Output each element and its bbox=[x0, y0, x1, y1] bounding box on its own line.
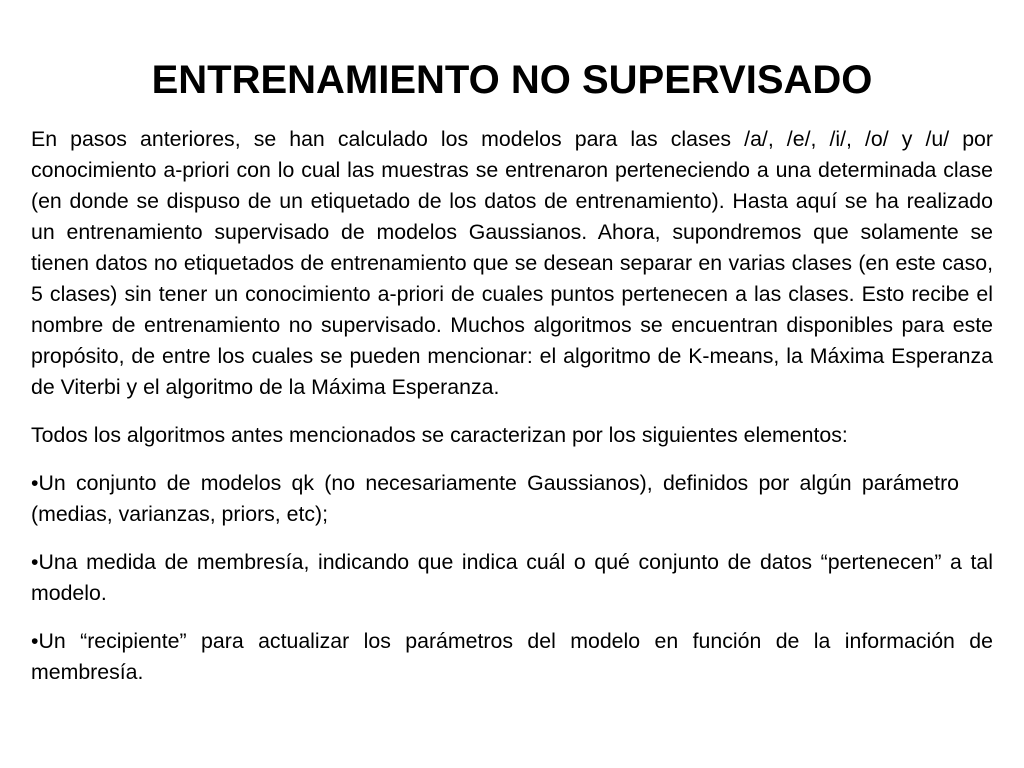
bullet-models-text: •Un conjunto de modelos qk (no necesariamente Gaussianos), definidos por algún parámetro bbox=[31, 471, 959, 495]
bullet-models-params: (medias, varianzas, priors, etc); bbox=[31, 502, 329, 526]
elements-intro-paragraph: Todos los algoritmos antes mencionados se caracterizan por los siguientes elementos: bbox=[31, 423, 848, 447]
bullet-item-membership: •Una medida de membresía, indicando que indica cuál o qué conjunto de datos “pertenecen” a tal modelo. bbox=[31, 550, 993, 605]
slide-title: ENTRENAMIENTO NO SUPERVISADO bbox=[151, 58, 873, 102]
bullet-item-container: •Un “recipiente” para actualizar los parámetros del modelo en función de la información de membresía. bbox=[31, 629, 993, 684]
slide-body bbox=[31, 124, 993, 688]
bullet-item-models bbox=[31, 468, 993, 530]
intro-paragraph: En pasos anteriores, se han calculado los modelos para las clases /a/, /e/, /i/, /o/ y /u/ por conocimiento a-priori con lo cual las muestras se entrenaron perteneciendo a una determinada clase (en donde se dispuso de un etiquetado de los datos de entrenamiento). Hasta aquí se ha realizado un entrenamiento supervisado de modelos Gaussianos. Ahora, supondremos que solamente se tienen datos no etiquetados de entrenamiento que se desean separar en varias clases (en este caso, 5 clases) sin tener un conocimiento a-priori de cuales puntos pertenecen a las clases. Esto recibe el nombre de entrenamiento no supervisado. Muchos algoritmos se encuentran disponibles para este propósito, de entre los cuales se pueden mencionar: el algoritmo de K-means, la Máxima Esperanza de Viterbi y el algoritmo de la Máxima Esperanza. bbox=[31, 127, 993, 399]
